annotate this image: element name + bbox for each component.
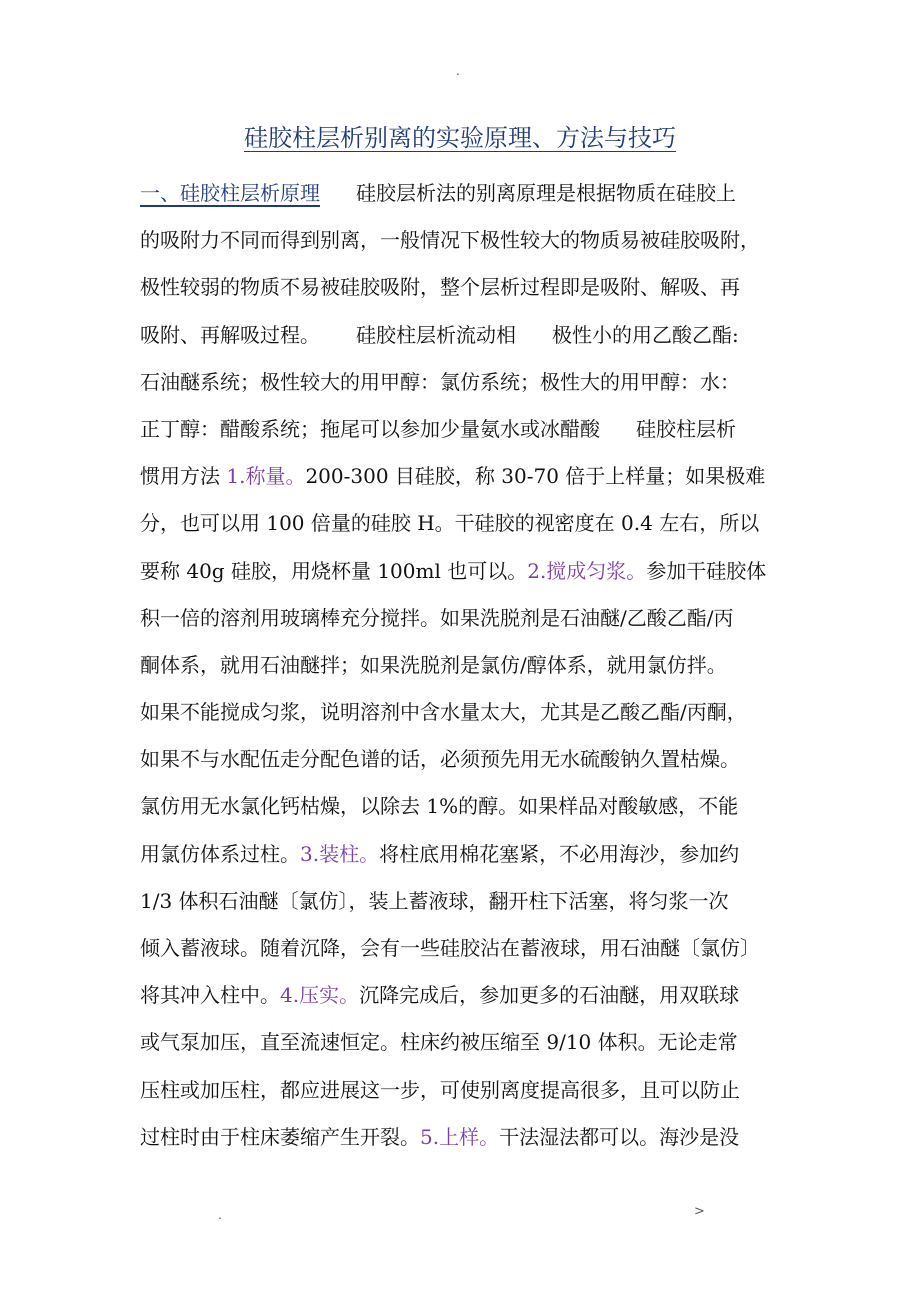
document-title: 硅胶柱层析别离的实验原理、方法与技巧 [244,124,676,152]
text-line: 倾入蓄液球。随着沉降，会有一些硅胶沾在蓄液球，用石油醚〔氯仿〕 [140,936,760,960]
text-line: 惯用方法 1.称量。200-300 目硅胶，称 30-70 倍于上样量；如果极难 [140,464,766,489]
text-line: 或气泵加压，直至流速恒定。柱床约被压缩至 9/10 体积。无论走常 [140,1030,738,1055]
text-line: 压柱或加压柱，都应进展这一步，可使别离度提高很多，且可以防止 [140,1077,740,1102]
text-line: 如果不能搅成匀浆，说明溶剂中含水量太大，尤其是乙酸乙酯/丙酮， [140,700,747,725]
step-heading: 3.装柱。 [300,841,380,866]
text-line: 的吸附力不同而得到别离，一般情况下极性较大的物质易被硅胶吸附， [140,228,760,253]
step-heading: 1.称量。 [226,464,306,489]
text-line: 氯仿用无水氯化钙枯燥，以除去 1%的醇。如果样品对酸敏感，不能 [140,794,739,819]
footer-arrow: > [694,1204,705,1219]
step-heading: 4.压实。 [280,983,360,1008]
text-line: 过柱时由于柱床萎缩产生开裂。5.上样。干法湿法都可以。海沙是没 [140,1124,740,1149]
text-line: 吸附、再解吸过程。 硅胶柱层析流动相 极性小的用乙酸乙酯: [140,322,739,347]
text-line: 要称 40g 硅胶，用烧杯量 100ml 也可以。2.搅成匀浆。参加干硅胶体 [140,558,767,583]
text-line: 将其冲入柱中。4.压实。沉降完成后，参加更多的石油醚，用双联球 [140,983,740,1008]
section-heading: 一、硅胶柱层析原理 [140,181,320,205]
footer-dot: . [218,1208,222,1222]
text-line: 分，也可以用 100 倍量的硅胶 H。干硅胶的视密度在 0.4 左右，所以 [140,511,760,536]
text-line: 极性较弱的物质不易被硅胶吸附，整个层析过程即是吸附、解吸、再 [140,275,740,300]
step-heading: 5.上样。 [420,1124,500,1149]
text-line: 一、硅胶柱层析原理 硅胶层析法的别离原理是根据物质在硅胶上 [140,181,736,205]
step-heading: 2.搅成匀浆。 [527,558,647,583]
document-body [140,170,800,1161]
text-line: 用氯仿体系过柱。3.装柱。将柱底用棉花塞紧，不必用海沙，参加约 [140,841,740,866]
text-line: 石油醚系统；极性较大的用甲醇：氯仿系统；极性大的用甲醇：水： [140,369,740,394]
text-line: 1/3 体积石油醚〔氯仿〕，装上蓄液球，翻开柱下活塞，将匀浆一次 [140,888,729,913]
header-dot: . [456,64,460,78]
text-line: 酮体系，就用石油醚拌；如果洗脱剂是氯仿/醇体系，就用氯仿拌。 [140,652,727,677]
text-line: 积一倍的溶剂用玻璃棒充分搅拌。如果洗脱剂是石油醚/乙酸乙酯/丙 [140,605,734,630]
text-line: 正丁醇：醋酸系统；拖尾可以参加少量氨水或冰醋酸 硅胶柱层析 [140,416,736,441]
text-line: 如果不与水配伍走分配色谱的话，必须预先用无水硫酸钠久置枯燥。 [140,747,740,772]
